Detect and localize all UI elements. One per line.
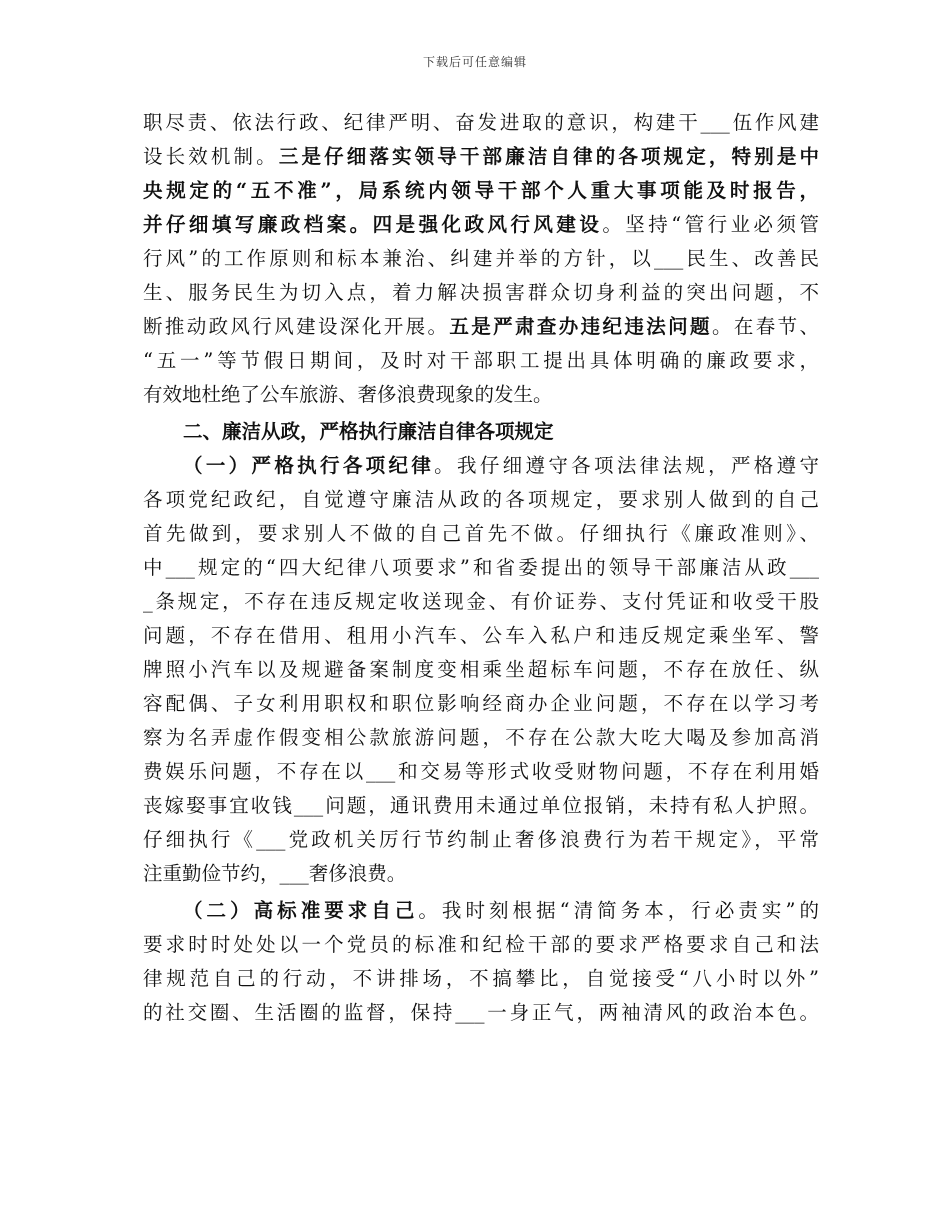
text-segment: 律规范自己的行动，不讲排场，不搞攀比，自觉接受“八小时以外” xyxy=(143,967,819,990)
text-segment: 牌照小汽车以及规避备案制度变相乘坐超标车问题，不存在放任、纵 xyxy=(143,658,819,681)
bold-text-segment: （二）高标准要求自己 xyxy=(183,899,419,922)
text-line-9 xyxy=(143,378,819,412)
text-line-13 xyxy=(143,517,819,551)
text-line-8 xyxy=(143,344,819,378)
text-segment: 。在春节、 xyxy=(711,315,819,338)
text-line-2 xyxy=(143,140,819,174)
text-line-20 xyxy=(143,755,819,789)
text-line-7 xyxy=(143,310,819,344)
text-line-21 xyxy=(143,789,819,823)
text-segment: 。坚持“管行业必须管 xyxy=(602,213,819,236)
text-segment: 容配偶、子女利用职权和职位影响经商办企业问题，不存在以学习考 xyxy=(143,692,819,715)
text-segment: 断推动政风行风建设深化开展。 xyxy=(143,315,450,338)
page-header: 下载后可任意编辑 xyxy=(422,55,527,69)
text-line-15 xyxy=(143,585,819,619)
bold-text-segment: 三是仔细落实领导干部廉洁自律的各项规定，特别是中 xyxy=(278,145,819,168)
text-line-12 xyxy=(143,483,819,517)
text-segment: 问题，不存在借用、租用小汽车、公车入私户和违反规定乘坐军、警 xyxy=(143,624,819,647)
text-segment: 的社交圈、生活圈的监督，保持___一身正气，两袖清风的政治本色。 xyxy=(143,1001,819,1024)
text-segment: 要求时时处处以一个党员的标准和纪检干部的要求严格要求自己和法 xyxy=(143,933,819,956)
bold-text-segment: （一）严格执行各项纪律 xyxy=(183,454,435,477)
bold-text-segment: 二、廉洁从政，严格执行廉洁自律各项规定 xyxy=(183,420,554,443)
text-segment: 丧嫁娶事宜收钱___问题，通讯费用未通过单位报销，未持有私人护照。 xyxy=(143,794,819,817)
text-segment: _条规定，不存在违反规定收送现金、有价证券、支付凭证和收受干股 xyxy=(143,590,819,613)
text-segment: 察为名弄虚作假变相公款旅游问题，不存在公款大吃大喝及参加高消 xyxy=(143,726,819,749)
text-segment: 有效地杜绝了公车旅游、奢侈浪费现象的发生。 xyxy=(143,383,553,406)
text-line-14 xyxy=(143,551,819,585)
text-line-6 xyxy=(143,276,819,310)
text-segment: 行风”的工作原则和标本兼治、纠建并举的方针，以___民生、改善民 xyxy=(143,247,819,270)
text-segment: 职尽责、依法行政、纪律严明、奋发进取的意识，构建干___伍作风建 xyxy=(143,111,819,134)
text-line-17 xyxy=(143,653,819,687)
text-line-19 xyxy=(143,721,819,755)
text-line-25 xyxy=(143,928,819,962)
text-segment: 。我时刻根据“清简务本，行必责实”的 xyxy=(418,899,819,922)
text-line-22 xyxy=(143,823,819,857)
text-segment: 生、服务民生为切入点，着力解决损害群众切身利益的突出问题，不 xyxy=(143,281,819,304)
text-line-24 xyxy=(143,894,819,928)
text-line-23 xyxy=(143,857,819,891)
text-segment: 仔细执行《___党政机关厉行节约制止奢侈浪费行为若干规定》，平常 xyxy=(143,828,819,851)
text-line-27 xyxy=(143,996,819,1030)
text-segment: 费娱乐问题，不存在以___和交易等形式收受财物问题，不存在利用婚 xyxy=(143,760,819,783)
text-line-26 xyxy=(143,962,819,996)
text-segment: 首先做到，要求别人不做的自己首先不做。仔细执行《廉政准则》、 xyxy=(143,522,819,545)
text-line-3 xyxy=(143,174,819,208)
text-line-11 xyxy=(143,449,819,483)
bold-text-segment: 并仔细填写廉政档案。 xyxy=(143,213,373,236)
text-segment: 注重勤俭节约，___奢侈浪费。 xyxy=(143,862,407,885)
text-line-1 xyxy=(143,106,819,140)
text-line-5 xyxy=(143,242,819,276)
document-body xyxy=(143,106,819,1030)
text-segment: 各项党纪政纪，自觉遵守廉洁从政的各项规定，要求别人做到的自己 xyxy=(143,488,819,511)
text-segment: 。我仔细遵守各项法律法规，严格遵守 xyxy=(434,454,819,477)
bold-text-segment: 央规定的“五不准”，局系统内领导干部个人重大事项能及时报告， xyxy=(143,179,819,202)
bold-text-segment: 五是严肃查办违纪违法问题 xyxy=(449,315,712,338)
text-segment: “五一”等节假日期间，及时对干部职工提出具体明确的廉政要求， xyxy=(143,349,819,372)
text-line-18 xyxy=(143,687,819,721)
bold-text-segment: 四是强化政风行风建设 xyxy=(372,213,603,236)
text-segment: 中___规定的“四大纪律八项要求”和省委提出的领导干部廉洁从政___ xyxy=(143,556,819,579)
text-line-16 xyxy=(143,619,819,653)
text-segment: 设长效机制。 xyxy=(143,145,279,168)
text-line-4 xyxy=(143,208,819,242)
section-heading-2 xyxy=(143,415,819,449)
